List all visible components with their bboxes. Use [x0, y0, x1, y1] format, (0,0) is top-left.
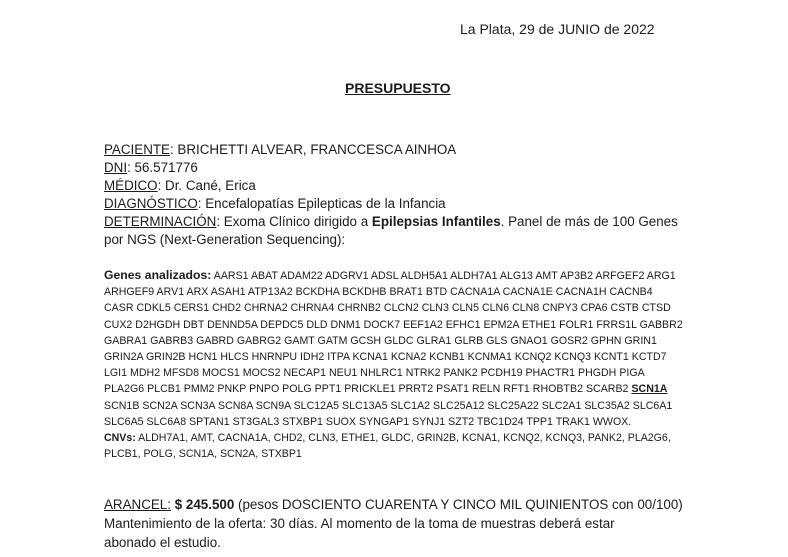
arancel-label: ARANCEL:: [104, 497, 171, 512]
dni-value: : 56.571776: [127, 160, 198, 175]
diagnosis-value: : Encefalopatías Epilepticas de la Infancia: [197, 196, 446, 211]
determination-label: DETERMINACIÓN: [104, 214, 217, 229]
genes-section: [104, 267, 684, 430]
diagnosis-label: DIAGNÓSTICO: [104, 196, 198, 211]
patient-row: [104, 142, 456, 157]
doctor-row: [104, 178, 256, 193]
dni-label: DNI: [104, 160, 128, 175]
genes-list-end: SCN1B SCN2A SCN3A SCN8A SCN9A SLC12A5 SLC13A5 SLC1A2 SLC25A12 SLC25A22 SLC2A1 SLC35A2 SLC6A1 SLC6A5 SLC6A8 SPTAN1 ST3GAL3 STXBP1 SUOX SYNGAP1 SYNJ1 SZT2 TBC1D24 TPP1 TRAK1 WWOX.: [104, 399, 673, 428]
genes-list: AARS1 ABAT ADAM22 ADGRV1 ADSL ALDH5A1 ALDH7A1 ALG13 AMT AP3B2 ARFGEF2 ARG1 ARHGEF9 ARV1 ARX ASAH1 ATP13A2 BCKDHA BCKDHB BRAT1 BTD CACNA1A CACNA1E CACNA1H CACNB4 CASR CDKL5 CERS1 CHD2 CHRNA2 CHRNA4 CHRNB2 CLCN2 CLN3 CLN5 CLN6 CLN8 CNPY3 CPA6 CSTB CTSD CUX2 D2HGDH DBT DENND5A DEPDC5 DLD DNM1 DOCK7 EEF1A2 EFHC1 EPM2A ETHE1 FOLR1 FRRS1L GABBR2 GABRA1 GABRB3 GABRD GABRG2 GAMT GATM GCSH GLDC GLRA1 GLRB GLS GNAO1 GOSR2 GPHN GRIN1 GRIN2A GRIN2B HCN1 HLCS HNRNPU IDH2 ITPA KCNA1 KCNA2 KCNB1 KCNMA1 KCNQ2 KCNQ3 KCNT1 KCTD7 LGI1 MDH2 MFSD8 MOCS1 MOCS2 NECAP1 NEU1 NHLRC1 NTRK2 PANK2 PCDH19 PHACTR1 PHGDH PIGA PLA2G6 PLCB1 PMM2 PNKP PNPO POLG PPT1 PRICKLE1 PRRT2 PSAT1 RELN RFT1 RHOBTB2 SCARB2: [104, 270, 683, 396]
patient-label: PACIENTE: [104, 142, 170, 157]
determination-row-2: [104, 232, 345, 247]
document-title: PRESUPUESTO: [345, 80, 451, 96]
determination-text-end: . Panel de más de 100 Genes: [500, 214, 678, 229]
determination-line-2: por NGS (Next-Generation Sequencing):: [104, 232, 346, 247]
determination-row: [104, 214, 678, 229]
doctor-value: : Dr. Cané, Erica: [157, 178, 256, 193]
cnv-heading: CNVs:: [104, 432, 136, 444]
cnv-list: ALDH7A1, AMT, CACNA1A, CHD2, CLN3, ETHE1, GLDC, GRIN2B, KCNA1, KCNQ2, KCNQ3, PANK2, PLA2G6, PLCB1, POLG, SCN1A, SCN2A, STXBP1: [104, 432, 671, 461]
arancel-row: [104, 497, 683, 512]
determination-text: : Exoma Clínico dirigido a: [216, 214, 372, 229]
arancel-words: (pesos DOSCIENTO CUARENTA Y CINCO MIL QUINIENTOS con 00/100): [234, 497, 683, 512]
patient-value: : BRICHETTI ALVEAR, FRANCCESCA AINHOA: [169, 142, 457, 157]
cnv-section: [104, 430, 684, 462]
payment-note: abonado el estudio.: [104, 535, 221, 550]
genes-highlight: SCN1A: [631, 383, 668, 396]
doctor-label: MÉDICO: [104, 178, 158, 193]
arancel-amount: $ 245.500: [174, 497, 235, 512]
diagnosis-row: [104, 196, 446, 211]
determination-highlight: Epilepsias Infantiles: [371, 214, 501, 229]
dni-row: [104, 160, 198, 175]
offer-validity: Mantenimiento de la oferta: 30 días. Al momento de la toma de muestras deberá estar: [104, 516, 615, 531]
document-date: La Plata, 29 de JUNIO de 2022: [460, 21, 655, 37]
genes-heading: Genes analizados:: [104, 268, 212, 282]
